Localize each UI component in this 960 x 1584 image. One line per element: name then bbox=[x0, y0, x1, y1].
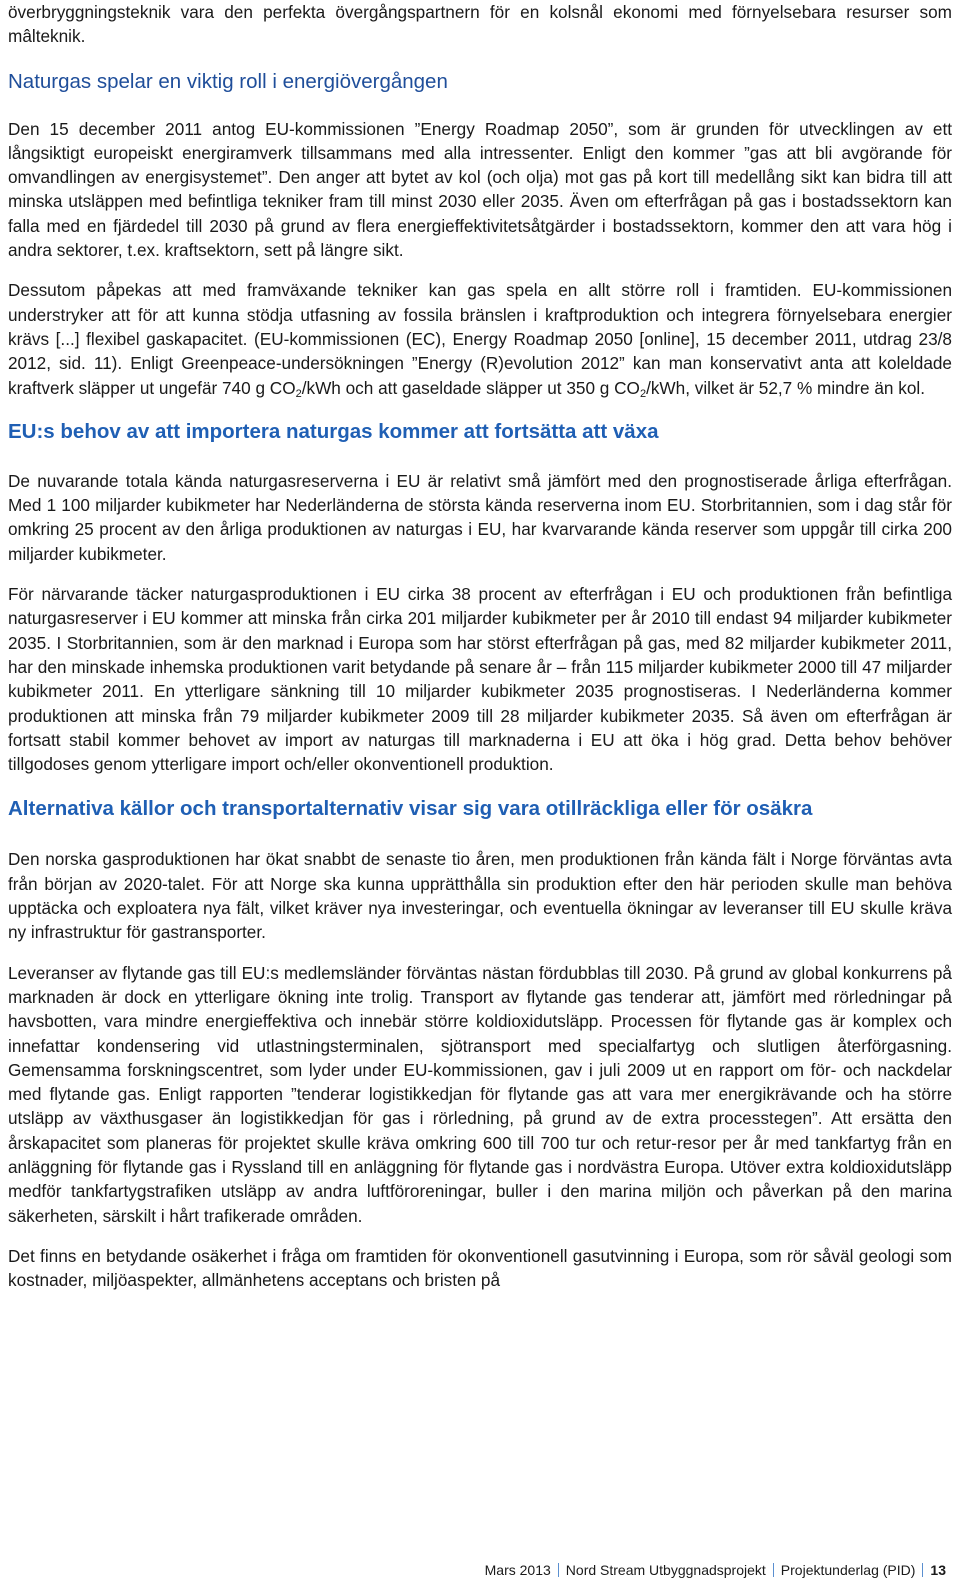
co2-subscript: 2 bbox=[639, 387, 647, 400]
co2-subscript: 2 bbox=[295, 387, 302, 400]
footer-separator bbox=[773, 1563, 774, 1577]
section-heading-alternatives: Alternativa källor och transportalternativ visar sig vara otillräckliga eller för osäkra bbox=[8, 797, 813, 821]
footer-project: Nord Stream Utbyggnadsprojekt bbox=[565, 1562, 766, 1578]
page-footer bbox=[485, 1561, 946, 1579]
section-heading-naturgas: Naturgas spelar en viktig roll i energiövergången bbox=[8, 69, 448, 93]
paragraph-emerging-tech-part-c: /kWh, vilket är 52,7 % mindre än kol. bbox=[646, 377, 925, 398]
paragraph-production: För närvarande täcker naturgasproduktionen i EU cirka 38 procent av efterfrågan i EU och produktionen från befintliga naturgasreserver i EU kommer att minska från cirka 201 miljarder kubikmeter per år 2010 till endast 94 miljarder kubikmeter 2035. I Storbritannien, som är den marknad i Europa som har störst efterfrågan på gas, med 82 miljarder kubikmeter 2011, har den minskade inhemska produktionen varit betydande på senare år – från 115 miljarder kubikmeter 2000 till 47 miljarder kubikmeter 2011. En ytterligare sänkning till 10 miljarder kubikmeter 2035 prognostiseras. I Nederländerna kommer produktionen att minska från 79 miljarder kubikmeter 2009 till 28 miljarder kubikmeter 2035. Så även om efterfrågan är fortsatt stabil kommer behovet av import av naturgas till marknaderna i EU att öka i hög grad. Detta behov behöver tillgodoses genom ytterligare import och/eller okonventionell produktion. bbox=[8, 584, 952, 775]
paragraph-norway: Den norska gasproduktionen har ökat snabbt de senaste tio åren, men produktionen från kända fält i Norge förväntas avta från början av 2020-talet. För att Norge ska kunna upprätthålla sin produktion efter den här perioden skulle man behöva upptäcka och exploatera nya fält, vilket kräver nya investeringar, och eventuella ökningar av leveranser till EU skulle kräva ny infrastruktur för gastransporter. bbox=[8, 849, 952, 943]
paragraph-emerging-tech-part-b: /kWh och att gaseldade släpper ut 350 g CO bbox=[301, 377, 640, 398]
paragraph-emerging-tech bbox=[8, 278, 952, 399]
page-number: 13 bbox=[930, 1562, 946, 1578]
paragraph-emerging-tech-part-a: Dessutom påpekas att med framväxande tekniker kan gas spela en allt större roll i framtiden. EU-kommissionen understryker att för att kunna stödja utfasning av fossila bränslen i kraftproduktion och integrera förnyelsebara energier krävs [...] flexibel gaskapacitet. (EU-kommissionen (EC), Energy Roadmap 2050 [online], 15 december 2011, utdrag 23/8 2012, sid. 11). Enligt Greenpeace-undersökningen ”Energy (R)evolution 2012” kan man konservativt anta att koleldade kraftverk släpper ut ungefär 740 g CO bbox=[8, 280, 952, 398]
paragraph-lng: Leveranser av flytande gas till EU:s medlemsländer förväntas nästan fördubblas till 2030. På grund av global konkurrens på marknaden är dock en ytterligare ökning inte trolig. Transport av flytande gas tenderar att, jämfört med rörledningar på havsbotten, vara mindre energieffektiva och innebär större koldioxidutsläpp. Processen för flytande gas är komplex och innefattar kondensering vid utlastningsterminalen, sjötransport med specialfartyg och slutligen återförgasning. Gemensamma forskningscentret, som lyder under EU-kommissionen, gav i juli 2009 ut en rapport om för- och nackdelar med flytande gas. Enligt rapporten ”tenderar logistikkedjan för flytande gas att vara mer energikrävande och ha större utsläpp av växthusgaser än logistikkedjan för gas i rörledning, på grund av de extra processtegen”. Att ersätta den årskapacitet som planeras för projektet skulle kräva omkring 600 till 700 tur och retur-resor per år med tankfartyg från en anläggning för flytande gas i Ryssland till en anläggning för flytande gas i nordvästra Europa. Utöver extra koldioxidutsläpp medför tankfartygstrafiken utsläpp av andra luftföroreningar, buller i den marina miljön och påverkan på den marina säkerheten, särskilt i hårt trafikerade områden. bbox=[8, 962, 952, 1226]
intro-paragraph: överbryggningsteknik vara den perfekta övergångspartnern för en kolsnål ekonomi med förnyelsebara resurser som mâlteknik. bbox=[8, 2, 952, 47]
paragraph-unconventional: Det finns en betydande osäkerhet i fråga om framtiden för okonventionell gasutvinning i Europa, som rör såväl geologi som kostnader, miljöaspekter, allmänhetens acceptans och bristen på bbox=[8, 1245, 952, 1291]
paragraph-energy-roadmap: Den 15 december 2011 antog EU-kommissionen ”Energy Roadmap 2050”, som är grunden för utvecklingen av ett långsiktigt europeiskt energiramverk tillsammans med alla intressenter. Enligt den kommer ”gas att bli avgörande för omvandlingen av energisystemet”. Den anger att bytet av kol (och olja) mot gas på kort till medellång sikt kan bidra till att minska utsläppen med befintliga tekniker fram till minst 2030 eller 2035. Även om efterfrågan på gas i bostadssektorn kan falla med en fjärdedel till 2030 på grund av flera energieffektivitetsåtgärder i bostadssektorn, kommer den att vara hög i andra sektorer, t.ex. kraftsektorn, sett på längre sikt. bbox=[8, 118, 952, 261]
footer-doc: Projektunderlag (PID) bbox=[780, 1562, 916, 1578]
footer-date: Mars 2013 bbox=[484, 1562, 551, 1578]
footer-separator bbox=[922, 1563, 923, 1577]
document-page bbox=[8, 0, 952, 1292]
section-heading-import-need: EU:s behov av att importera naturgas kommer att fortsätta att växa bbox=[8, 419, 659, 443]
footer-separator bbox=[558, 1563, 559, 1577]
paragraph-reserves: De nuvarande totala kända naturgasreserverna i EU är relativt små jämfört med den prognostiserade årliga efterfrågan. Med 1 100 miljarder kubikmeter har Nederländerna de största kända reserverna inom EU. Storbritannien, som i dag står för omkring 25 procent av den årliga produktionen av naturgas i EU, har kvarvarande kända reserver som uppgår till cirka 200 miljarder kubikmeter. bbox=[8, 470, 952, 564]
